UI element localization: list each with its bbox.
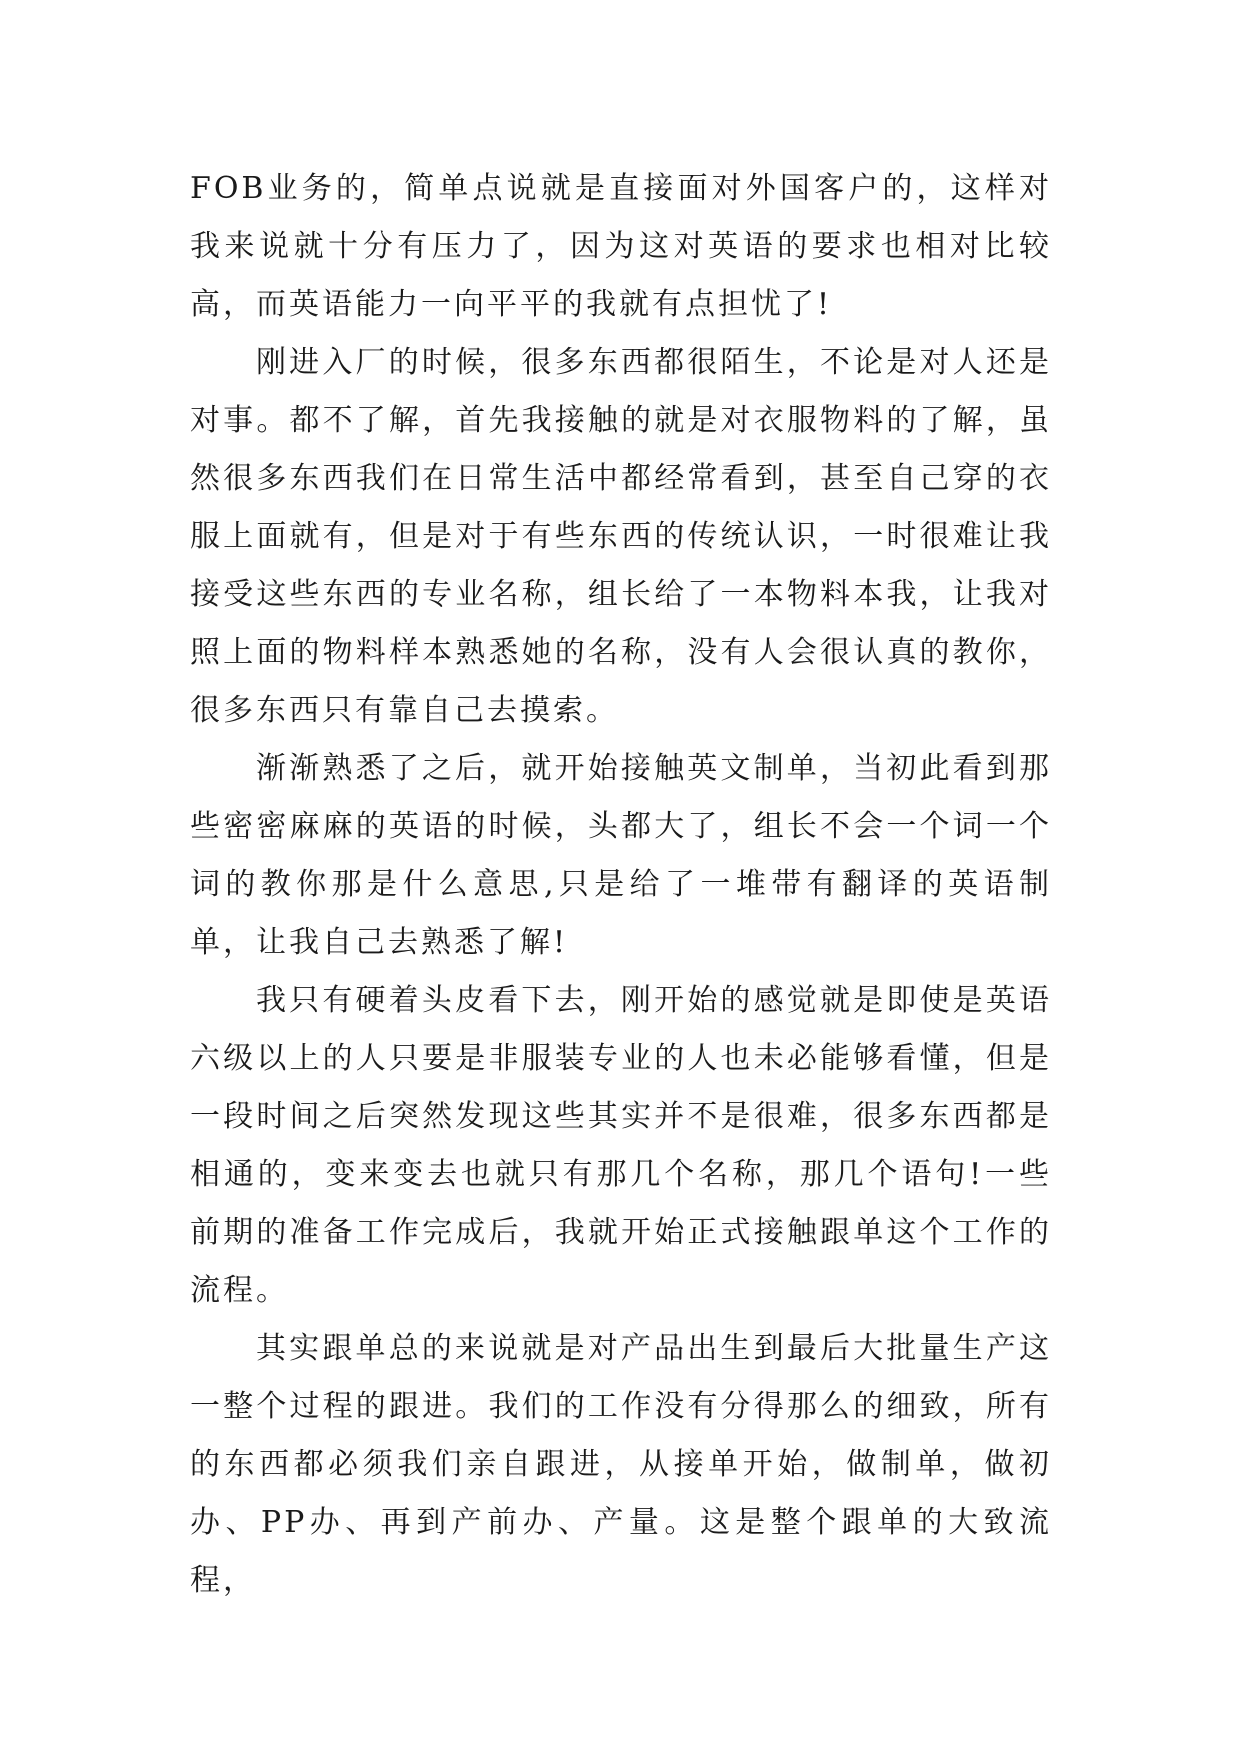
paragraph-1: FOB业务的，简单点说就是直接面对外国客户的，这样对我来说就十分有压力了，因为这对英语的要求也相对比较高，而英语能力一向平平的我就有点担忧了! bbox=[190, 171, 1052, 322]
document-body bbox=[190, 160, 1052, 1610]
paragraph-4: 我只有硬着头皮看下去，刚开始的感觉就是即使是英语六级以上的人只要是非服装专业的人也未必能够看懂，但是一段时间之后突然发现这些其实并不是很难，很多东西都是相通的，变来变去也就只有那几个名称，那几个语句!一些前期的准备工作完成后，我就开始正式接触跟单这个工作的流程。 bbox=[190, 983, 1052, 1308]
paragraph-2: 刚进入厂的时候，很多东西都很陌生，不论是对人还是对事。都不了解，首先我接触的就是对衣服物料的了解，虽然很多东西我们在日常生活中都经常看到，甚至自己穿的衣服上面就有，但是对于有些东西的传统认识，一时很难让我接受这些东西的专业名称，组长给了一本物料本我，让我对照上面的物料样本熟悉她的名称，没有人会很认真的教你，很多东西只有靠自己去摸索。 bbox=[190, 345, 1052, 728]
paragraph-3: 渐渐熟悉了之后，就开始接触英文制单，当初此看到那些密密麻麻的英语的时候，头都大了，组长不会一个词一个词的教你那是什么意思,只是给了一堆带有翻译的英语制单，让我自己去熟悉了解! bbox=[190, 751, 1052, 960]
paragraph-5: 其实跟单总的来说就是对产品出生到最后大批量生产这一整个过程的跟进。我们的工作没有分得那么的细致，所有的东西都必须我们亲自跟进，从接单开始，做制单，做初办、PP办、再到产前办、产量。这是整个跟单的大致流程， bbox=[190, 1331, 1052, 1598]
